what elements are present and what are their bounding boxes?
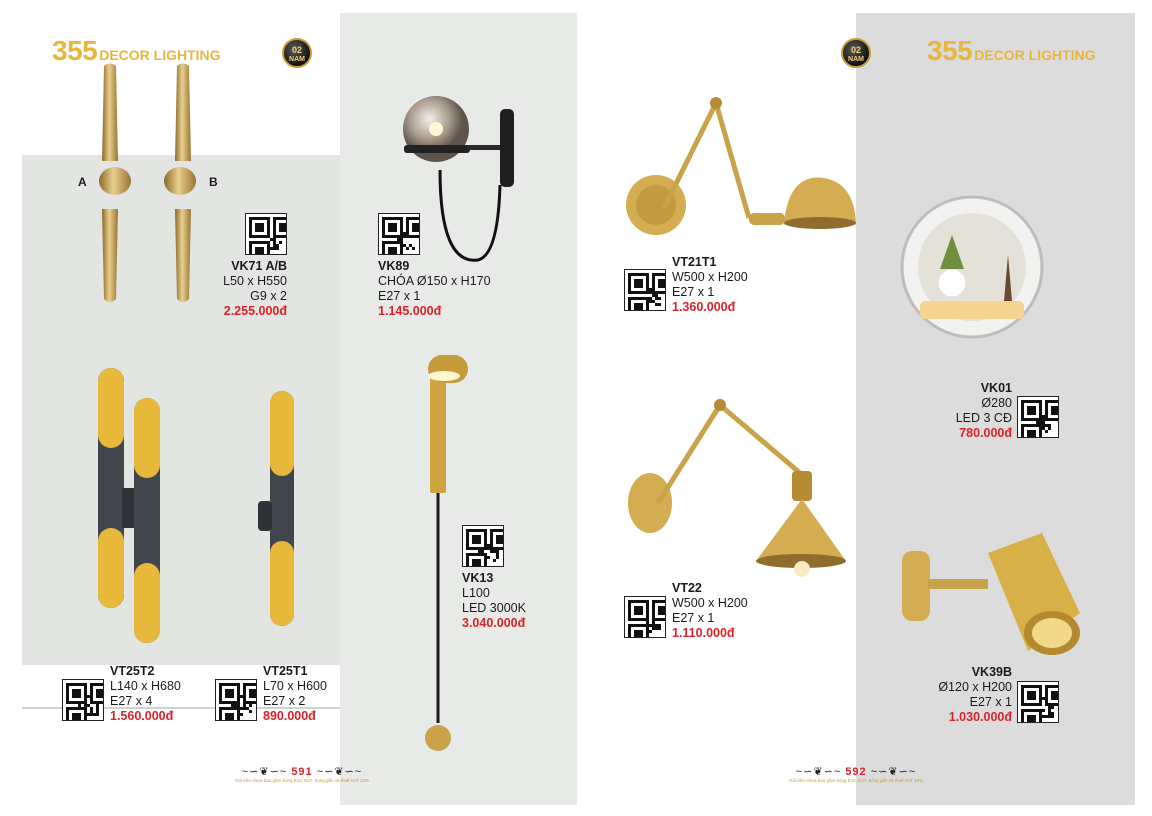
ornament-right: ~∽❦∽~ [870,766,917,778]
product-bulb: LED 3000K [462,601,526,615]
product-code: VT25T2 [110,664,155,678]
product-bulb: LED 3 CĐ [955,411,1012,425]
product-bulb: E27 x 2 [263,694,306,708]
product-bulb: E27 x 1 [672,611,715,625]
product-code: VT21T1 [672,255,717,269]
product-code: VK39B [971,665,1012,679]
product-code: VK71 A/B [231,259,287,273]
product-vk01 [940,381,1012,441]
qr-code-vt22[interactable] [624,596,666,638]
product-bulb: E27 x 1 [969,695,1012,709]
product-code: VK13 [462,571,494,585]
wall-lamp-vt22-image [624,393,849,583]
product-vk89 [378,259,491,319]
product-price: 1.110.000đ [672,626,735,640]
product-price: 1.560.000đ [110,709,174,723]
product-dimensions: W500 x H200 [672,596,748,610]
page-footer [192,765,412,795]
product-dimensions: L140 x H680 [110,679,181,693]
ornament-right: ~∽❦∽~ [316,766,363,778]
product-dimensions: Ø120 x H200 [938,680,1012,694]
ornament-left: ~∽❦∽~ [795,766,842,778]
badge-number: 02 [291,45,302,55]
product-price: 1.360.000đ [672,300,736,314]
product-vk39b [922,665,1012,725]
product-vk13 [462,571,526,631]
product-vt22 [672,581,748,641]
brand-number: 355 [52,35,98,66]
qr-code-vt21t1[interactable] [624,269,666,311]
variant-label-a: A [78,175,87,189]
wall-lamp-vk01-image [900,175,1045,365]
wall-lamp-vt25t2-image [92,368,187,658]
product-code: VT22 [672,581,702,595]
product-vt21t1 [672,255,748,315]
product-vt25t1 [263,664,327,724]
product-bulb: E27 x 1 [672,285,715,299]
page-number: 592 [845,766,867,778]
product-price: 1.145.000đ [378,304,442,318]
product-dimensions: L100 [462,586,490,600]
product-price: 1.030.000đ [948,710,1012,724]
variant-label-b: B [209,175,218,189]
product-code: VK89 [378,259,410,273]
price-note: Giá trên chưa bao gồm bóng E14, E27, bóng gắn và thuế VAT 10% [788,778,924,783]
product-dimensions: W500 x H200 [672,270,748,284]
product-price: 890.000đ [263,709,316,723]
catalog-page-right [580,13,1135,805]
wall-lamp-vt21t1-image [624,93,859,253]
product-code: VK01 [980,381,1012,395]
anniversary-badge [282,38,312,68]
qr-code-vt25t1[interactable] [215,679,257,721]
badge-text: NAM [848,55,864,63]
product-bulb: G9 x 2 [250,289,287,303]
badge-text: NAM [289,55,305,63]
qr-code-vk01[interactable] [1017,396,1059,438]
brand-text: DECOR LIGHTING [974,47,1096,63]
brand-number: 355 [927,35,973,66]
page-footer [746,765,966,795]
page-number: 591 [291,766,313,778]
product-price: 3.040.000đ [462,616,526,630]
qr-code-vk13[interactable] [462,525,504,567]
catalog-page-left [22,13,577,805]
product-code: VT25T1 [263,664,308,678]
product-price: 2.255.000đ [223,304,287,318]
product-dimensions: L50 x H550 [223,274,287,288]
brand-logo [927,35,1096,67]
product-dimensions: L70 x H600 [263,679,327,693]
wall-lamp-vk39b-image [902,533,1082,673]
product-price: 780.000đ [959,426,1012,440]
product-bulb: E27 x 1 [378,289,421,303]
badge-number: 02 [850,45,861,55]
ornament-left: ~∽❦∽~ [241,766,288,778]
product-dimensions: Ø280 [981,396,1012,410]
qr-code-vk89[interactable] [378,213,420,255]
qr-code-vk71[interactable] [245,213,287,255]
qr-code-vk39b[interactable] [1017,681,1059,723]
product-vt25t2 [110,664,181,724]
product-vk71 [222,259,287,319]
wall-lamp-vt25t1-image [258,391,308,636]
qr-code-vt25t2[interactable] [62,679,104,721]
anniversary-badge [841,38,871,68]
price-note: Giá trên chưa bao gồm bóng E14, E27, bóng gắn và thuế VAT 10% [234,778,370,783]
product-bulb: E27 x 4 [110,694,153,708]
brand-text: DECOR LIGHTING [99,47,221,63]
product-dimensions: CHÓA Ø150 x H170 [378,274,491,288]
